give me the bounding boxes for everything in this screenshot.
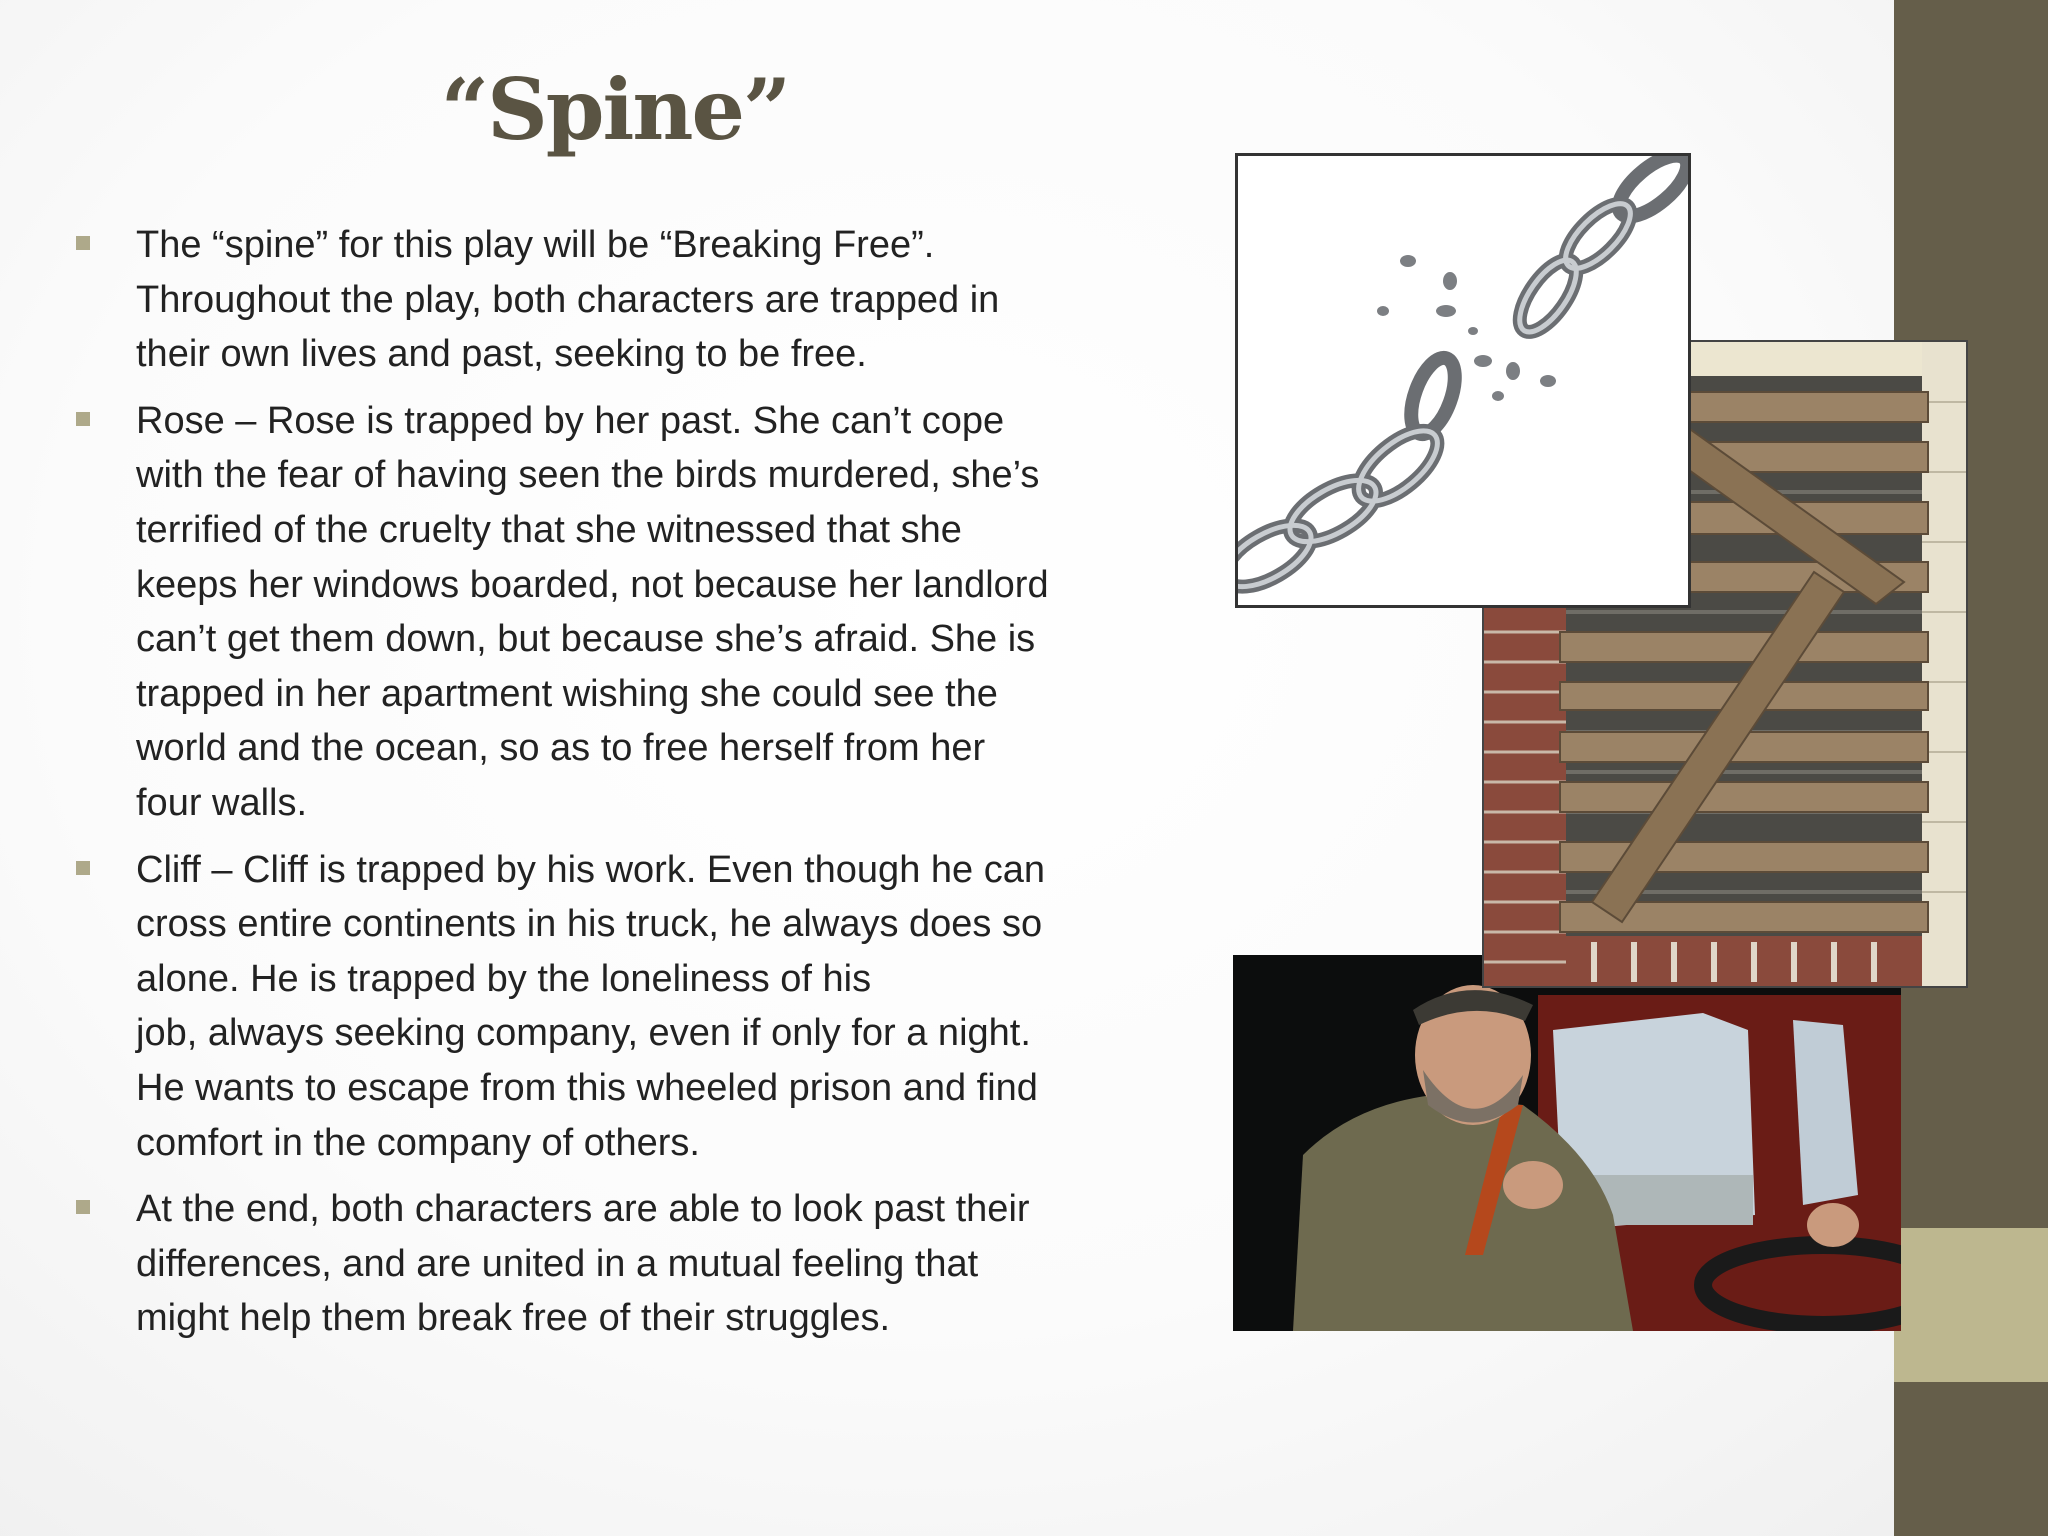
broken-chain-photo	[1235, 153, 1691, 608]
bullet-text: The “spine” for this play will be “Breaking Free”. Throughout the play, both characters are trapped in their own lives and past, seeking to be free.	[136, 224, 1000, 376]
truck-driver-illustration	[1233, 955, 1901, 1331]
bullet-text: Cliff – Cliff is trapped by his work. Even though he can cross entire continents in his truck, he always does so alone. He is trapped by the loneliness of his job, always seeking company, even if only for a night. He wants to escape from this wheeled prison and find comfort in the company of others.	[136, 848, 1045, 1164]
bullet-text: At the end, both characters are able to look past their differences, and are united in a mutual feeling that might help them break free of their struggles.	[136, 1188, 1030, 1340]
bullet-item	[70, 394, 1150, 831]
theme-accent-block	[1894, 1228, 2048, 1382]
bullet-square-icon	[76, 236, 90, 250]
bullet-square-icon	[76, 861, 90, 875]
slide-title: “Spine”	[440, 60, 790, 159]
bullet-item	[70, 1182, 1150, 1346]
bullet-list	[70, 218, 1150, 1358]
truck-driver-photo	[1233, 955, 1901, 1331]
bullet-item	[70, 843, 1150, 1171]
bullet-text: Rose – Rose is trapped by her past. She can’t cope with the fear of having seen the birds murdered, she’s terrified of the cruelty that she witnessed that she keeps her windows boarded, not because her landlord can’t get them down, but because she’s afraid. She is trapped in her apartment wishing she could see the world and the ocean, so as to free herself from her four walls.	[136, 399, 1049, 824]
broken-chain-illustration	[1238, 156, 1688, 605]
bullet-square-icon	[76, 1200, 90, 1214]
bullet-item	[70, 218, 1150, 382]
bullet-square-icon	[76, 412, 90, 426]
